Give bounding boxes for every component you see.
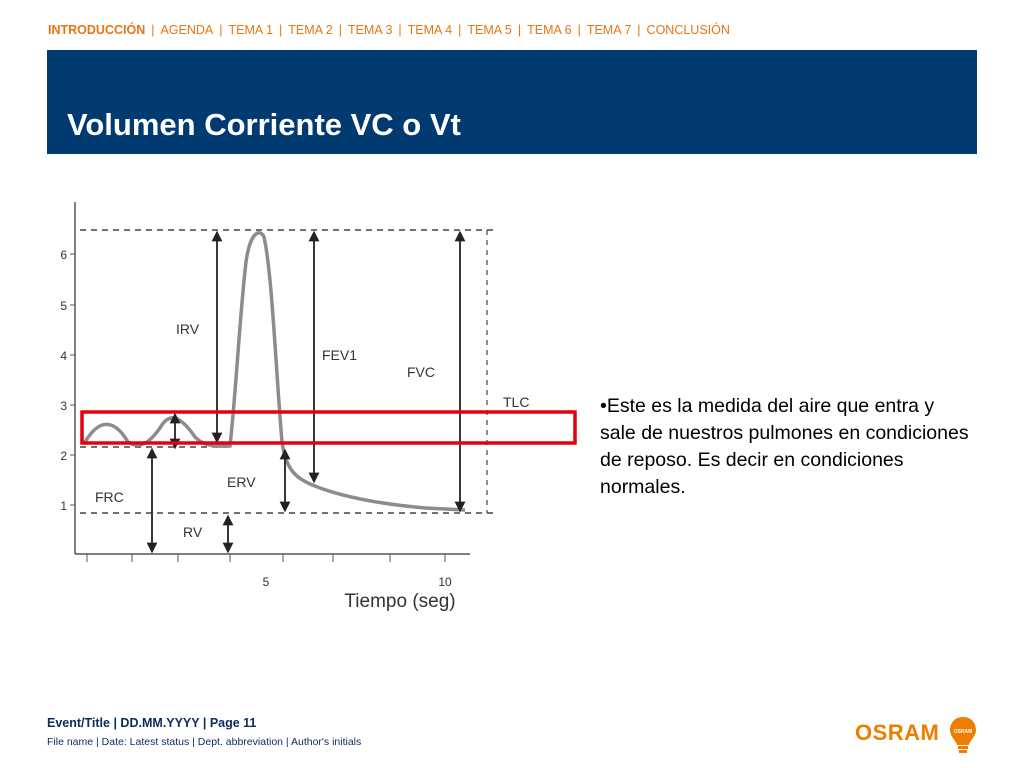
nav-separator: | — [517, 23, 522, 37]
nav-separator: | — [398, 23, 402, 37]
title-banner — [47, 50, 977, 154]
bullet-text: •Este es la medida del aire que entra y sale de nuestros pulmones en condiciones de reposo. Es decir en condiciones normales. — [600, 395, 969, 498]
nav-separator: | — [458, 23, 462, 37]
spirometry-figure — [50, 192, 590, 622]
x-tick-label: 10 — [438, 575, 452, 589]
nav-separator: | — [338, 23, 342, 37]
nav-item-tema-2[interactable]: TEMA 2 — [288, 23, 333, 37]
fvc-label: FVC — [407, 364, 435, 380]
nav-item-conclusion[interactable]: CONCLUSIÓN — [646, 23, 730, 37]
nav-separator: | — [219, 23, 223, 37]
erv-label: ERV — [227, 474, 256, 490]
nav-separator: | — [637, 23, 641, 37]
nav-item-tema-3[interactable]: TEMA 3 — [347, 23, 393, 37]
nav-separator: | — [278, 23, 283, 37]
bulb-icon-text: OSRAM — [953, 729, 973, 735]
top-navigation — [48, 23, 730, 41]
osram-logo — [855, 715, 980, 755]
osram-logo-text: OSRAM — [855, 720, 940, 745]
nav-item-tema-7[interactable]: TEMA 7 — [586, 23, 632, 37]
nav-item-tema-6[interactable]: TEMA 6 — [527, 23, 572, 37]
y-tick-label: 5 — [60, 299, 67, 313]
y-tick-label: 4 — [60, 349, 67, 363]
rv-label: RV — [183, 524, 203, 540]
y-tick-label: 2 — [60, 449, 67, 463]
irv-label: IRV — [176, 321, 200, 337]
nav-item-agenda[interactable]: AGENDA — [160, 23, 214, 37]
nav-separator: | — [151, 23, 155, 37]
tlc-label: TLC — [503, 394, 530, 410]
footer-file-info: File name | Date: Latest status | Dept. abbreviation | Author's initials — [47, 736, 362, 748]
footer-event-title: Event/Title | DD.MM.YYYY | Page 11 — [47, 716, 257, 730]
fev1-label: FEV1 — [322, 347, 358, 363]
slide-title: Volumen Corriente VC o Vt — [67, 107, 461, 142]
spirometry-graphic — [50, 192, 590, 622]
nav-item-tema-4[interactable]: TEMA 4 — [407, 23, 453, 37]
y-tick-label: 6 — [60, 248, 67, 262]
nav-separator: | — [577, 23, 581, 37]
y-tick-label: 1 — [60, 499, 67, 513]
nav-item-introduccion[interactable]: INTRODUCCIÓN — [48, 23, 146, 37]
x-tick-label: 5 — [262, 575, 270, 589]
nav-item-tema-1[interactable]: TEMA 1 — [228, 23, 273, 37]
nav-item-tema-5[interactable]: TEMA 5 — [467, 23, 512, 37]
x-tick-marks — [87, 554, 445, 562]
y-tick-label: 3 — [60, 399, 67, 413]
tidal-volume-highlight-box — [82, 412, 575, 443]
x-axis-label: Tiempo (seg) — [344, 591, 456, 612]
frc-label: FRC — [95, 489, 124, 505]
bulb-icon — [948, 715, 978, 755]
